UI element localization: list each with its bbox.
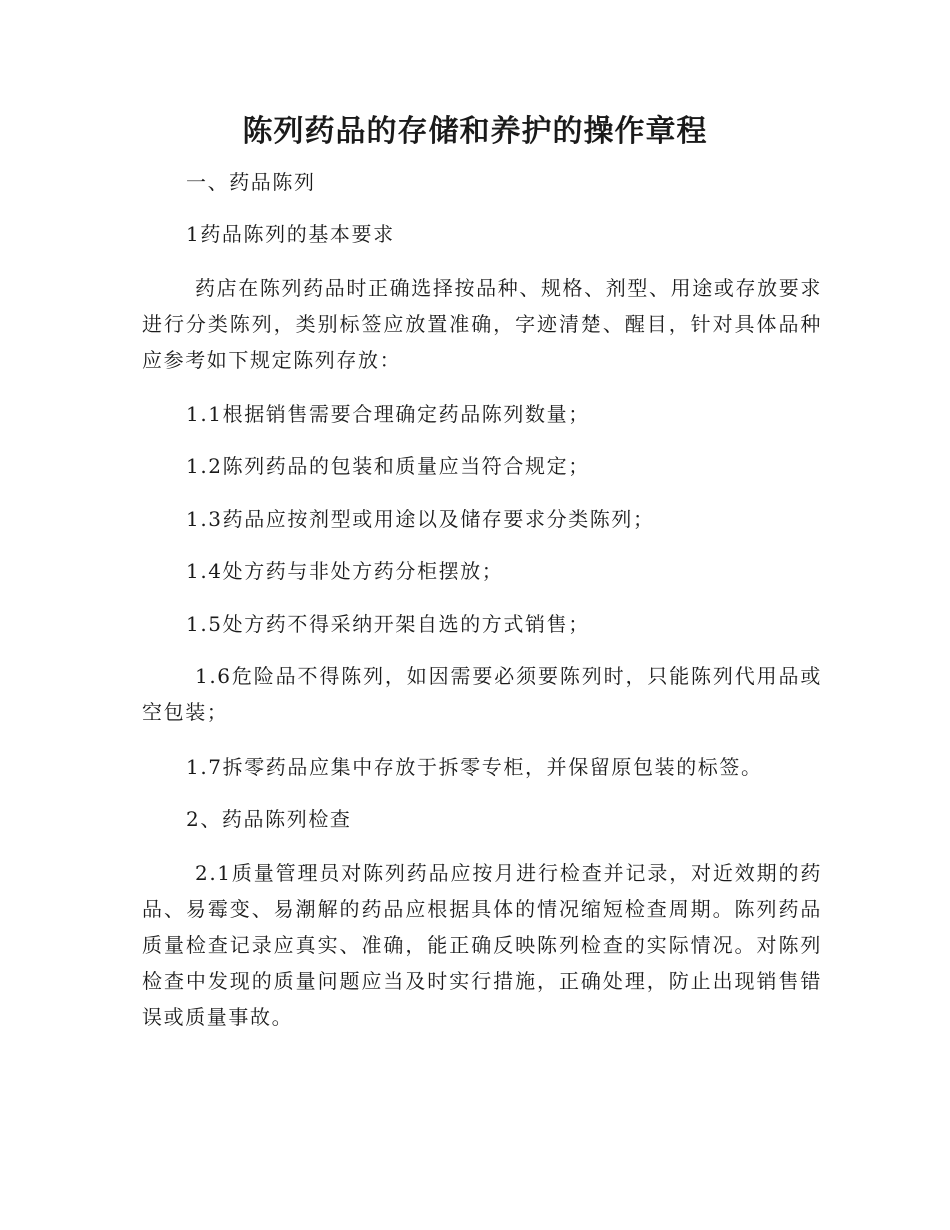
intro-paragraph: 药店在陈列药品时正确选择按品种、规格、剂型、用途或存放要求进行分类陈列，类别标签应放置准确，字迹清楚、醒目，针对具体品种应参考如下规定陈列存放： [142, 276, 822, 372]
list-item-1-4: 1.4处方药与非处方药分柜摆放； [186, 559, 504, 583]
paragraph-2-1: 2.1质量管理员对陈列药品应按月进行检查并记录，对近效期的药品、易霉变、易潮解的药品应根据具体的情况缩短检查周期。陈列药品质量检查记录应真实、准确，能正确反映陈列检查的实际情况。对陈列检查中发现的质量问题应当及时实行措施，正确处理，防止出现销售错误或质量事故。 [142, 861, 822, 1029]
list-item-1-3: 1.3药品应按剂型或用途以及储存要求分类陈列； [186, 507, 655, 531]
subsection-heading-inspection: 2、药品陈列检查 [186, 807, 352, 831]
list-item-1-6: 1.6危险品不得陈列，如因需要必须要陈列时，只能陈列代用品或空包装； [142, 664, 822, 724]
list-item-1-7: 1.7拆零药品应集中存放于拆零专柜，并保留原包装的标签。 [186, 755, 763, 779]
subsection-heading-requirements: 1药品陈列的基本要求 [186, 222, 395, 246]
list-item-1-5: 1.5处方药不得采纳开架自选的方式销售； [186, 612, 590, 636]
document-title: 陈列药品的存储和养护的操作章程 [242, 114, 708, 149]
list-item-1-1: 1.1根据销售需要合理确定药品陈列数量； [186, 402, 590, 426]
section-heading-display: 一、药品陈列 [186, 170, 316, 194]
list-item-1-2: 1.2陈列药品的包装和质量应当符合规定； [186, 454, 590, 478]
